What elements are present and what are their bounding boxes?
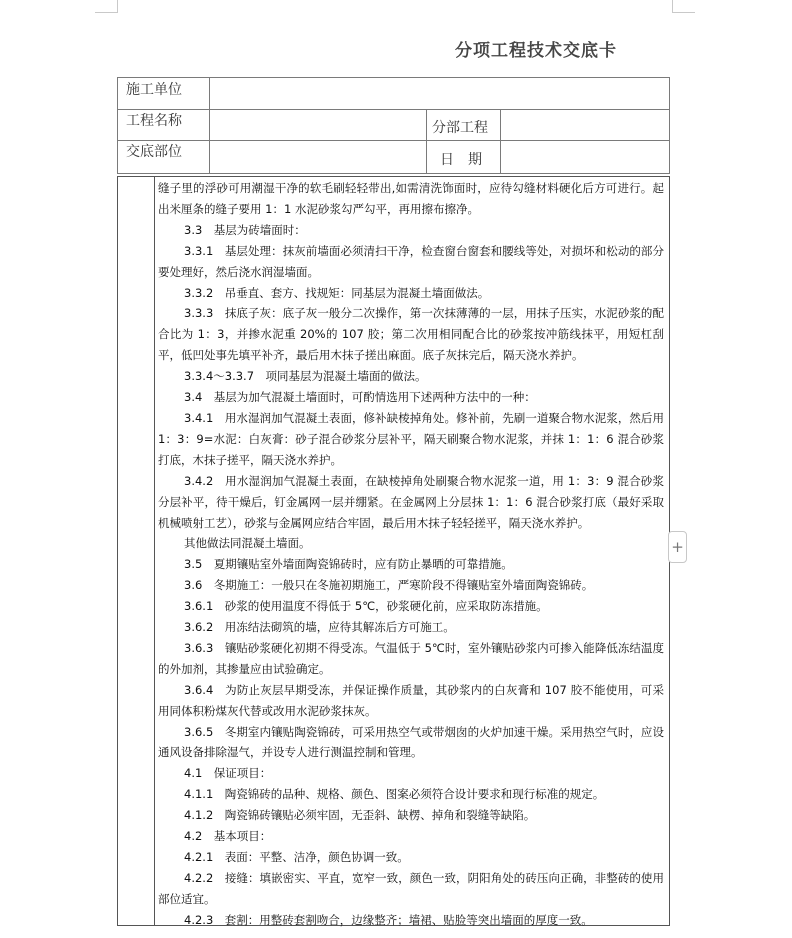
content-text: [158, 178, 664, 931]
header-col-divider: [500, 109, 501, 173]
paragraph: 3.6.4 为防止灰层早期受冻，并保证操作质量，其砂浆内的白灰膏和 107 胶不能使用，可采用同体积粉煤灰代替或改用水泥砂浆抹灰。: [158, 682, 664, 718]
paragraph: 3.6.5 冬期室内镶贴陶瓷锦砖，可采用热空气或带烟囱的火炉加速干燥。采用热空气时，应设通风设备排除湿气，并设专人进行测温控制和管理。: [158, 724, 664, 760]
paragraph: 3.6.1 砂浆的使用温度不得低于 5℃，砂浆硬化前，应采取防冻措施。: [184, 599, 548, 614]
header-col-divider: [209, 78, 210, 173]
paragraph: 3.3.2 吊垂直、套方、找规矩：同基层为混凝土墙面做法。: [184, 285, 490, 300]
header-col-divider: [426, 109, 427, 173]
paragraph: 3.6.3 镶贴砂浆硬化初期不得受冻。气温低于 5℃时，室外镶贴砂浆内可掺入能降低冻结温度的外加剂，其掺量应由试验确定。: [158, 640, 664, 676]
header-row-divider: [118, 140, 669, 141]
paragraph: 3.6.2 用冻结法砌筑的墙，应待其解冻后方可施工。: [184, 620, 455, 635]
paragraph: 4.1 保证项目：: [184, 766, 272, 781]
paragraph: 4.1.1 陶瓷锦砖的品种、规格、颜色、图案必须符合设计要求和现行标准的规定。: [184, 787, 605, 802]
date-label: 日 期: [440, 152, 482, 168]
paragraph: 3.3 基层为砖墙面时：: [184, 222, 306, 237]
paragraph: 3.5 夏期镶贴室外墙面陶瓷锦砖时，应有防止暴晒的可靠措施。: [184, 557, 513, 572]
project-name-label: 工程名称: [126, 113, 182, 129]
paragraph: 3.4 基层为加气混凝土墙面时，可酌情选用下述两种方法中的一种：: [184, 390, 536, 405]
paragraph: 3.4.1 用水湿润加气混凝土表面，修补缺棱掉角处。修补前，先刷一道聚合物水泥浆，然后用 1：3：9=水泥：白灰膏：砂子混合砂浆分层补平，隔天刷聚合物水泥浆，并抹 1：1：6 混合砂浆打底，木抹子搓平，隔天浇水养护。: [158, 410, 664, 467]
crop-mark-left: [95, 0, 118, 13]
header-row-divider: [118, 109, 669, 110]
sub-project-label: 分部工程: [432, 120, 488, 136]
paragraph: 3.3.3 抹底子灰：底子灰一般分二次操作，第一次抹薄薄的一层，用抹子压实，水泥砂浆的配合比为 1：3，并掺水泥重 20%的 107 胶；第二次用相同配合比的砂浆按冲筋线抹平，用短杠刮平，低凹处事先填平补齐，最后用木抹子搓出麻面。底子灰抹完后，隔天浇水养护。: [158, 306, 664, 363]
content-col-divider: [154, 177, 155, 925]
paragraph: 4.2.1 表面：平整、洁净，颜色协调一致。: [184, 850, 409, 864]
document-title: 分项工程技术交底卡: [455, 41, 617, 61]
paragraph: 3.6 冬期施工：一般只在冬施初期施工，严寒阶段不得镶贴室外墙面陶瓷锦砖。: [184, 578, 594, 593]
paragraph: 缝子里的浮砂可用潮湿干净的软毛刷轻轻带出,如需清洗饰面时，应待勾缝材料硬化后方可进行。起出米厘条的缝子要用 1：1 水泥砂浆勾严勾平，再用擦布擦净。: [158, 181, 664, 216]
paragraph: 4.2 基本项目：: [184, 829, 272, 844]
crop-mark-right: [672, 0, 695, 13]
paragraph: 4.1.2 陶瓷锦砖镶贴必须牢固，无歪斜、缺楞、掉角和裂缝等缺陷。: [184, 808, 536, 823]
paragraph: 3.3.4～3.3.7 项同基层为混凝土墙面的做法。: [184, 369, 427, 384]
construction-unit-label: 施工单位: [126, 82, 182, 98]
paragraph: 4.2.3 套割：用整砖套割吻合，边缘整齐；墙裙、贴脸等突出墙面的厚度一致。: [184, 912, 593, 927]
header-table: [117, 77, 670, 174]
paragraph: 其他做法同混凝土墙面。: [184, 536, 311, 551]
paragraph: 4.2.2 接缝：填嵌密实、平直，宽窄一致，颜色一致，阴阳角处的砖压向正确，非整砖的使用部位适宜。: [158, 870, 664, 906]
paragraph: 3.4.2 用水湿润加气混凝土表面，在缺棱掉角处刷聚合物水泥浆一道，用 1：3：9 混合砂浆分层补平，待干燥后，钉金属网一层并绷紧。在金属网上分层抹 1：1：6 混合砂浆打底（最好采取机械喷射工艺），砂浆与金属网应结合牢固，最后用木抹子轻轻搓平，隔天浇水养护。: [158, 473, 664, 530]
add-button[interactable]: +: [668, 531, 687, 563]
paragraph: 3.3.1 基层处理：抹灰前墙面必须清扫干净，检查窗台窗套和腰线等处，对损坏和松动的部分要处理好，然后浇水润湿墙面。: [158, 243, 664, 279]
handover-location-label: 交底部位: [126, 144, 182, 160]
